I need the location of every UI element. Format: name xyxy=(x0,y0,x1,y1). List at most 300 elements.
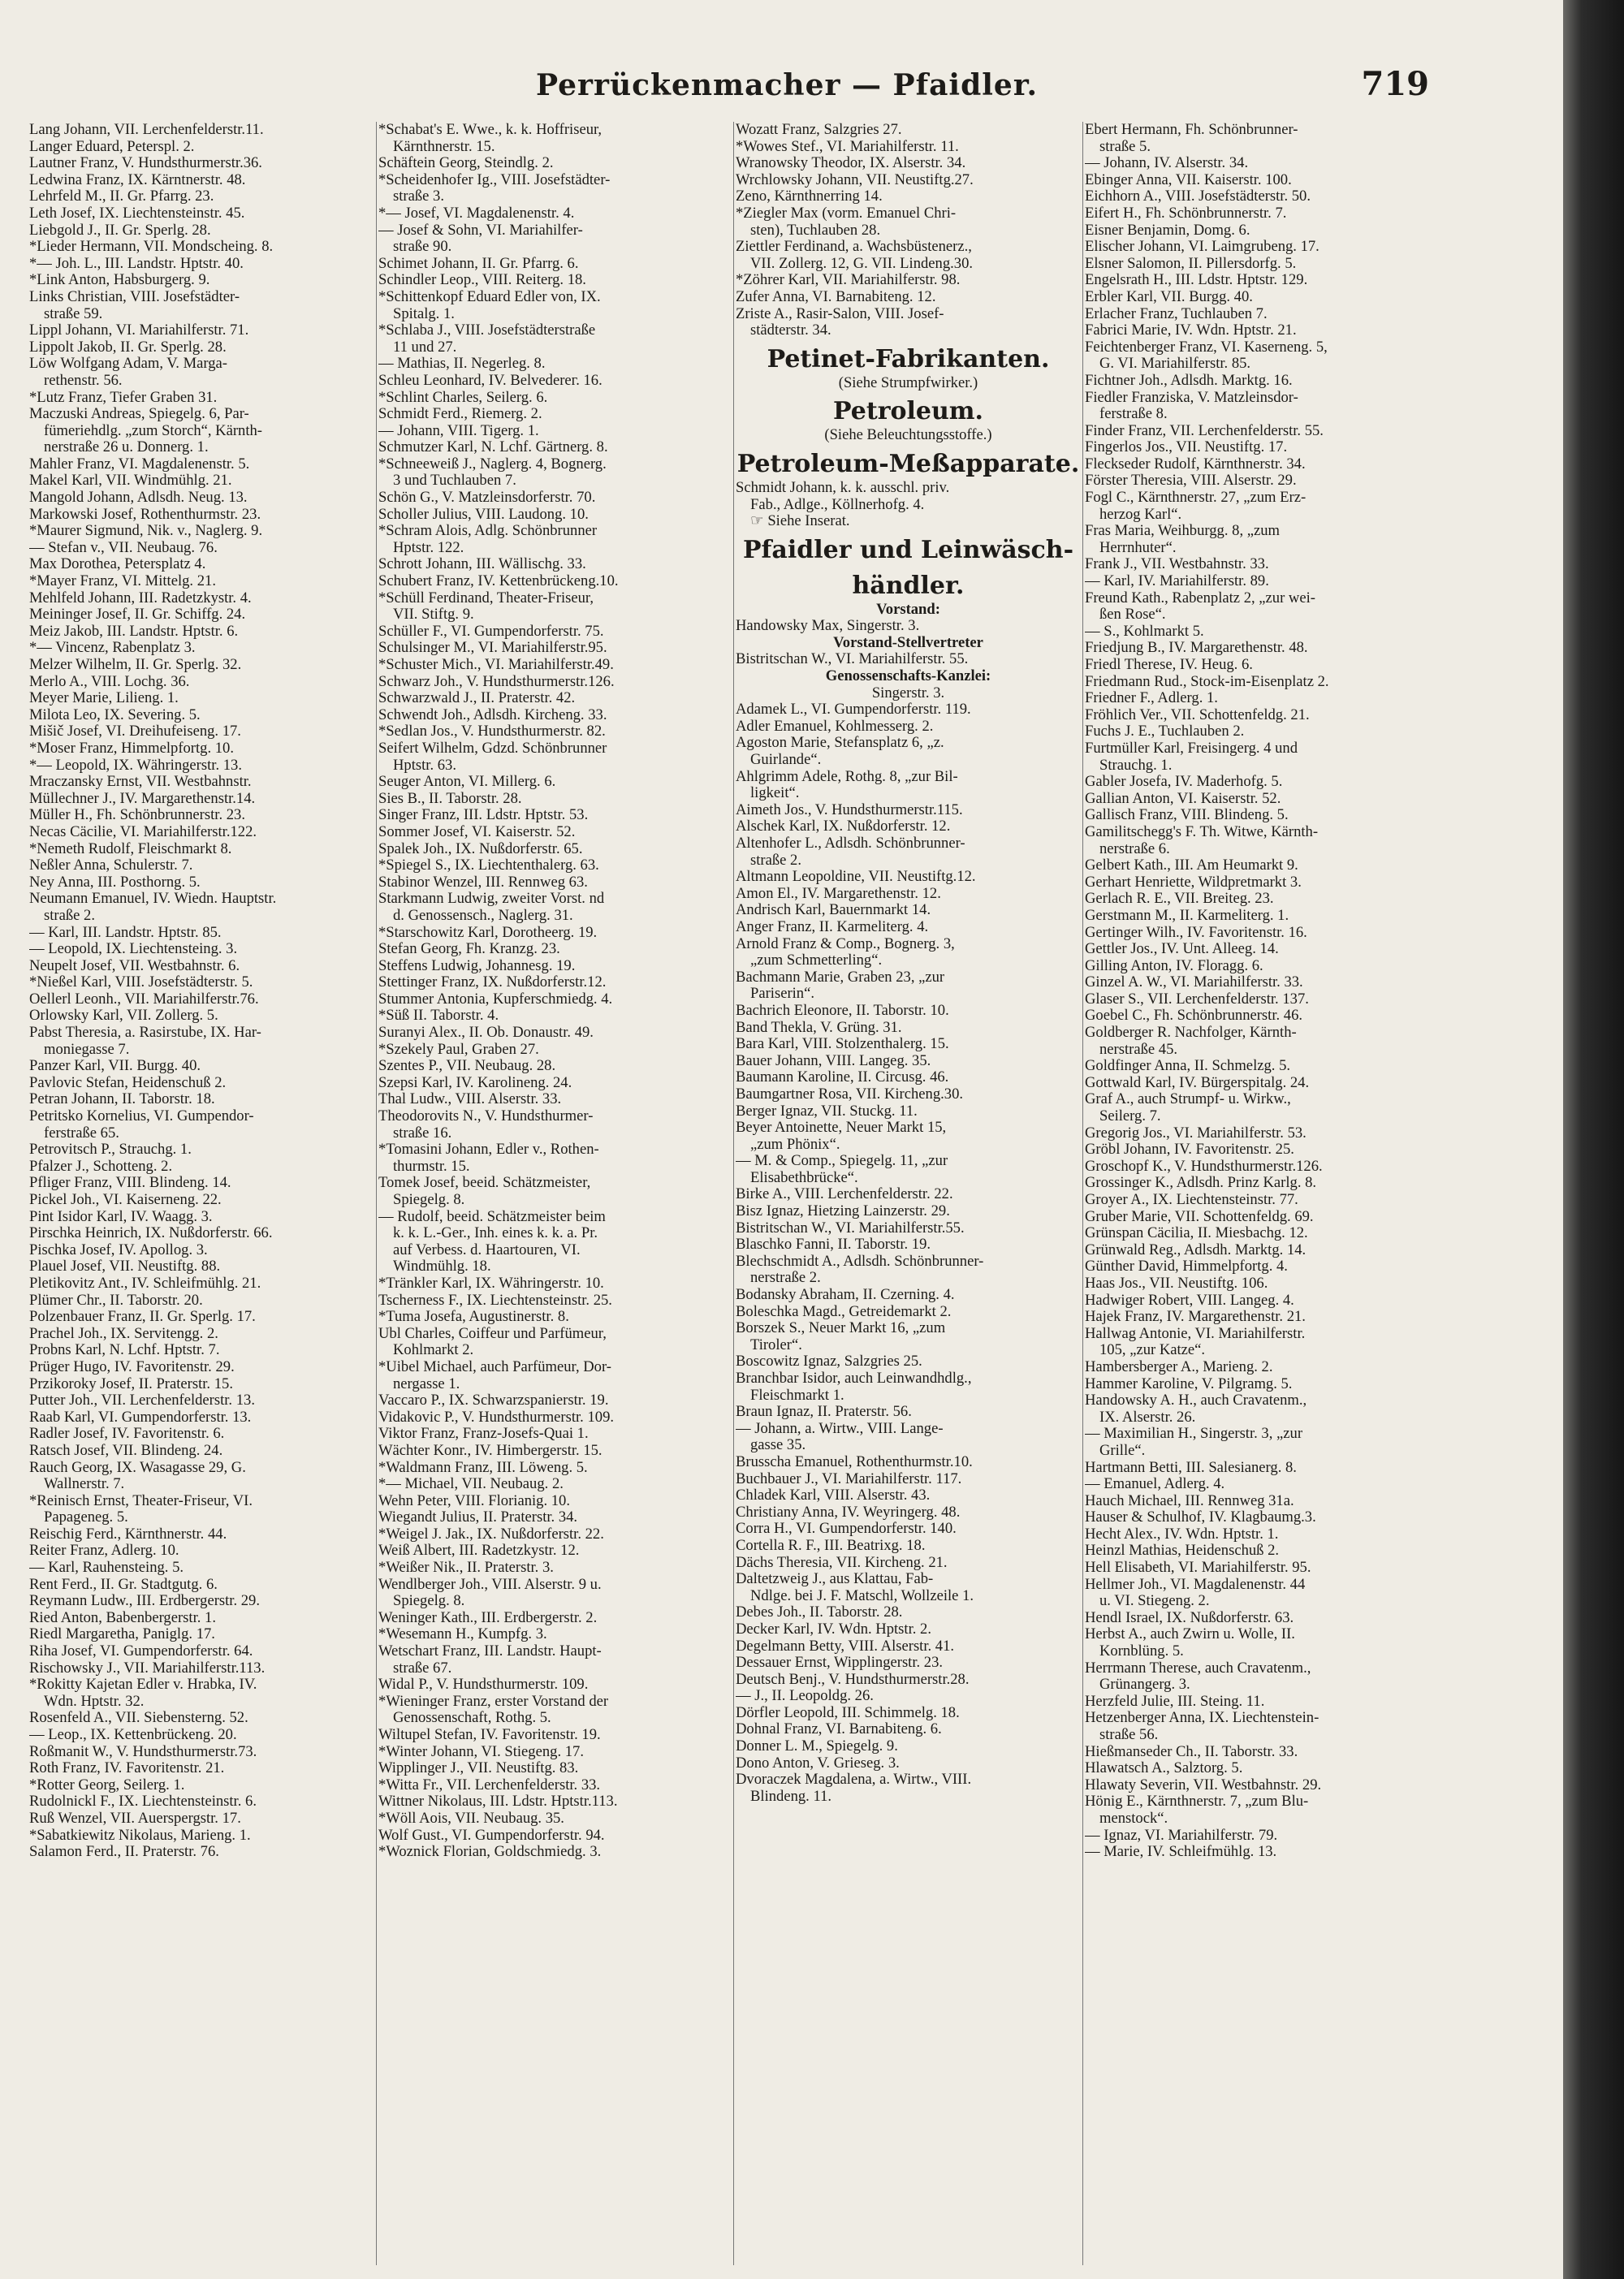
directory-entry: Petritsko Kornelius, VI. Gumpendor- xyxy=(29,1108,254,1125)
directory-entry: Daltetzweig J., aus Klattau, Fab- xyxy=(736,1571,934,1588)
directory-entry: *Weißer Nik., II. Praterstr. 3. xyxy=(378,1560,554,1577)
directory-entry: — Maximilian H., Singerstr. 3, „zur xyxy=(1085,1426,1303,1443)
directory-entry: *Nießel Karl, VIII. Josefstädterstr. 5. xyxy=(29,974,253,991)
directory-entry-continuation: ßen Rose“. xyxy=(1099,606,1166,624)
directory-entry: Debes Joh., II. Taborstr. 28. xyxy=(736,1604,903,1621)
directory-entry: Fras Maria, Weihburgg. 8, „zum xyxy=(1085,523,1281,540)
directory-entry: Goldberger R. Nachfolger, Kärnth- xyxy=(1085,1025,1297,1042)
directory-entry: Fichtner Joh., Adlsdh. Marktg. 16. xyxy=(1085,372,1293,389)
directory-entry: Melzer Wilhelm, II. Gr. Sperlg. 32. xyxy=(29,657,242,673)
directory-entry: Müllechner J., IV. Margarethenstr.14. xyxy=(29,790,256,807)
directory-entry: Herbst A., auch Zwirn u. Wolle, II. xyxy=(1085,1626,1295,1643)
directory-entry: Tomek Josef, beeid. Schätzmeister, xyxy=(378,1175,591,1192)
directory-entry: *Schittenkopf Eduard Edler von, IX. xyxy=(378,288,601,305)
directory-entry: *Wesemann H., Kumpfg. 3. xyxy=(378,1626,547,1643)
directory-entry: — Marie, IV. Schleifmühlg. 13. xyxy=(1085,1844,1277,1861)
directory-entry-continuation: ferstraße 8. xyxy=(1099,406,1168,423)
directory-entry: — Leop., IX. Kettenbrückeng. 20. xyxy=(29,1727,237,1743)
directory-entry: *— Michael, VII. Neubaug. 2. xyxy=(378,1476,564,1493)
directory-entry-continuation: Ndlge. bei J. F. Matschl, Wollzeile 1. xyxy=(750,1587,974,1604)
directory-entry: Sommer Josef, VI. Kaiserstr. 52. xyxy=(378,823,576,840)
directory-entry: — J., II. Leopoldg. 26. xyxy=(736,1688,874,1705)
directory-entry: Schmidt Ferd., Riemerg. 2. xyxy=(378,406,542,423)
directory-entry: *Schabat's E. Wwe., k. k. Hoffriseur, xyxy=(378,122,603,138)
directory-entry: Gruber Marie, VII. Schottenfeldg. 69. xyxy=(1085,1208,1314,1225)
directory-entry: Stettinger Franz, IX. Nußdorferstr.12. xyxy=(378,974,607,991)
directory-entry: Grünspan Cäcilia, II. Miesbachg. 12. xyxy=(1085,1225,1308,1242)
directory-entry: Hönig E., Kärnthnerstr. 7, „zum Blu- xyxy=(1085,1793,1309,1811)
directory-entry: Zufer Anna, VI. Barnabiteng. 12. xyxy=(736,288,936,305)
directory-entry: Gerlach R. E., VII. Breiteg. 23. xyxy=(1085,891,1274,908)
directory-entry: *Ziegler Max (vorm. Emanuel Chri- xyxy=(736,205,957,222)
directory-entry: Hlawatsch A., Salztorg. 5. xyxy=(1085,1760,1243,1777)
directory-entry: Wendlberger Joh., VIII. Alserstr. 9 u. xyxy=(378,1576,602,1593)
directory-entry: *Tränkler Karl, IX. Währingerstr. 10. xyxy=(378,1275,604,1292)
directory-entry: Bauer Johann, VIII. Langeg. 35. xyxy=(736,1052,931,1069)
directory-entry: Elischer Johann, VI. Laimgrubeng. 17. xyxy=(1085,239,1320,256)
directory-entry: Feichtenberger Franz, VI. Kaserneng. 5, xyxy=(1085,339,1328,356)
directory-entry: Hetzenberger Anna, IX. Liechtenstein- xyxy=(1085,1710,1320,1727)
directory-entry: Hauch Michael, III. Rennweg 31a. xyxy=(1085,1492,1294,1509)
directory-entry: Elsner Salomon, II. Pillersdorfg. 5. xyxy=(1085,255,1297,272)
directory-entry: Wiltupel Stefan, IV. Favoritenstr. 19. xyxy=(378,1727,601,1743)
directory-entry: Alschek Karl, IX. Nußdorferstr. 12. xyxy=(736,818,951,835)
directory-entry: Gabler Josefa, IV. Maderhofg. 5. xyxy=(1085,774,1283,791)
directory-entry: Lippl Johann, VI. Mariahilferstr. 71. xyxy=(29,322,249,339)
directory-entry: *Schuster Mich., VI. Mariahilferstr.49. xyxy=(378,657,614,673)
directory-entry: *Witta Fr., VII. Lerchenfelderstr. 33. xyxy=(378,1776,601,1793)
directory-entry: Scholler Julius, VIII. Laudong. 10. xyxy=(378,506,589,523)
directory-entry: Ebert Hermann, Fh. Schönbrunner- xyxy=(1085,122,1298,138)
section-heading: Pfaidler und Leinwäsch- xyxy=(742,535,1074,564)
directory-entry: *Uibel Michael, auch Parfümeur, Dor- xyxy=(378,1358,611,1375)
directory-entry: Fröhlich Ver., VII. Schottenfeldg. 21. xyxy=(1085,706,1310,723)
directory-entry: Band Thekla, V. Grüng. 31. xyxy=(736,1019,902,1036)
directory-entry: Leth Josef, IX. Liechtensteinstr. 45. xyxy=(29,205,245,222)
directory-entry: Reymann Ludw., III. Erdbergerstr. 29. xyxy=(29,1593,260,1610)
directory-entry: Hadwiger Robert, VIII. Langeg. 4. xyxy=(1085,1292,1294,1309)
directory-entry: Rosenfeld A., VII. Siebensterng. 52. xyxy=(29,1710,248,1727)
directory-entry-continuation: k. k. L.-Ger., Inh. eines k. k. a. Pr. xyxy=(393,1225,598,1242)
directory-entry: Schrott Johann, III. Wällischg. 33. xyxy=(378,556,586,573)
directory-entry-continuation: Spitalg. 1. xyxy=(393,305,455,322)
directory-entry: Fabrici Marie, IV. Wdn. Hptstr. 21. xyxy=(1085,322,1297,339)
directory-entry-continuation: städterstr. 34. xyxy=(750,322,831,339)
directory-entry: Gelbert Kath., III. Am Heumarkt 9. xyxy=(1085,857,1298,874)
directory-entry: Decker Karl, IV. Wdn. Hptstr. 2. xyxy=(736,1621,931,1638)
directory-entry: Dächs Theresia, VII. Kircheng. 21. xyxy=(736,1554,948,1571)
directory-entry: Bistritschan W., VI. Mariahilferstr. 55. xyxy=(736,651,969,668)
directory-entry: Meininger Josef, II. Gr. Schiffg. 24. xyxy=(29,606,246,624)
directory-entry: Theodorovits N., V. Hundsthurmer- xyxy=(378,1108,594,1125)
directory-entry: *Waldmann Franz, III. Löweng. 5. xyxy=(378,1459,588,1476)
directory-entry: Friedmann Rud., Stock-im-Eisenplatz 2. xyxy=(1085,673,1329,690)
subheading: Vorstand-Stellvertreter xyxy=(833,633,983,651)
subheading: Genossenschafts-Kanzlei: xyxy=(825,667,991,685)
directory-entry: Birke A., VIII. Lerchenfelderstr. 22. xyxy=(736,1186,953,1203)
directory-entry: Plauel Josef, VII. Neustiftg. 88. xyxy=(29,1258,221,1275)
directory-entry: Prüger Hugo, IV. Favoritenstr. 29. xyxy=(29,1358,235,1375)
directory-entry: Degelmann Betty, VIII. Alserstr. 41. xyxy=(736,1638,955,1655)
directory-entry: Schleu Leonhard, IV. Belvederег. 16. xyxy=(378,372,603,389)
directory-entry-continuation: straße 90. xyxy=(393,239,452,256)
directory-entry: Vidakovic P., V. Hundsthurmerstr. 109. xyxy=(378,1409,615,1426)
directory-entry-continuation: nerstraße 2. xyxy=(750,1270,821,1287)
directory-entry: Altenhofer L., Adlsdh. Schönbrunner- xyxy=(736,835,965,852)
directory-entry: Herrmann Therese, auch Cravatenm., xyxy=(1085,1660,1311,1677)
directory-entry-continuation: G. VI. Mariahilferstr. 85. xyxy=(1099,356,1251,373)
directory-entry: — Emanuel, Adlerg. 4. xyxy=(1085,1476,1225,1493)
directory-entry: *Sabatkiewitz Nikolaus, Marieng. 1. xyxy=(29,1827,251,1844)
directory-columns xyxy=(29,122,1426,2265)
directory-entry: Seuger Anton, VI. Millerg. 6. xyxy=(378,774,556,791)
directory-entry: Groyer A., IX. Liechtensteinstr. 77. xyxy=(1085,1192,1298,1208)
directory-entry: Erlacher Franz, Tuchlauben 7. xyxy=(1085,305,1268,322)
directory-entry: Braun Ignaz, II. Praterstr. 56. xyxy=(736,1404,912,1421)
directory-entry: Goebel C., Fh. Schönbrunnerstr. 46. xyxy=(1085,1008,1303,1025)
directory-entry-continuation: Hptstr. 122. xyxy=(393,539,464,556)
directory-entry-continuation: 105, „zur Katze“. xyxy=(1099,1342,1206,1359)
directory-entry: Dono Anton, V. Grieseg. 3. xyxy=(736,1755,900,1772)
directory-entry-continuation: straße 5. xyxy=(1099,138,1151,155)
directory-entry: *Winter Johann, VI. Stiegeng. 17. xyxy=(378,1743,584,1760)
directory-entry: Fogl C., Kärnthnerstr. 27, „zum Erz- xyxy=(1085,490,1307,507)
directory-entry: Mahler Franz, VI. Magdalenenstr. 5. xyxy=(29,455,250,473)
directory-entry: — Johann, IV. Alserstr. 34. xyxy=(1085,155,1249,172)
directory-entry: Müller H., Fh. Schönbrunnerstr. 23. xyxy=(29,807,245,824)
directory-entry: *Moser Franz, Himmelpfortg. 10. xyxy=(29,740,235,757)
directory-entry: Roth Franz, IV. Favoritenstr. 21. xyxy=(29,1760,225,1777)
directory-entry: Wozatt Franz, Salzgries 27. xyxy=(736,122,902,138)
directory-entry: — Mathias, II. Negerleg. 8. xyxy=(378,356,546,373)
directory-entry-continuation: straße 56. xyxy=(1099,1727,1159,1743)
directory-entry: Stefan Georg, Fh. Kranzg. 23. xyxy=(378,941,560,958)
directory-entry: Vaccaro P., IX. Schwarzspanierstr. 19. xyxy=(378,1392,609,1409)
directory-entry: Wranowsky Theodor, IX. Alserstr. 34. xyxy=(736,155,966,172)
directory-entry: Probns Karl, N. Lchf. Hptstr. 7. xyxy=(29,1342,220,1359)
directory-entry: Dörfler Leopold, III. Schimmelg. 18. xyxy=(736,1704,960,1721)
directory-entry: — Karl, III. Landstr. Hptstr. 85. xyxy=(29,924,222,941)
section-heading: händler. xyxy=(852,571,965,600)
directory-entry: Agoston Marie, Stefansplatz 6, „z. xyxy=(736,735,944,752)
directory-entry: *Sedlan Jos., V. Hundsthurmerstr. 82. xyxy=(378,723,606,740)
directory-entry: Bistritschan W., VI. Mariahilferstr.55. xyxy=(736,1219,965,1237)
directory-entry: Fingerlos Jos., VII. Neustiftg. 17. xyxy=(1085,439,1288,456)
directory-entry: *Starschowitz Karl, Dorotheerg. 19. xyxy=(378,924,598,941)
directory-entry: *Spiegel S., IX. Liechtenthalerg. 63. xyxy=(378,857,599,874)
page-title: Perrückenmacher — Pfaidler. xyxy=(536,68,1039,102)
directory-entry: Hellmer Joh., VI. Magdalenenstr. 44 xyxy=(1085,1576,1306,1593)
directory-entry: Zriste A., Rasir-Salon, VIII. Josef- xyxy=(736,305,944,322)
directory-entry: Hendl Israel, IX. Nußdorferstr. 63. xyxy=(1085,1609,1294,1626)
directory-entry-continuation: straße 16. xyxy=(393,1124,452,1142)
directory-entry: Wehn Peter, VIII. Florianig. 10. xyxy=(378,1492,570,1509)
directory-entry: Widal P., V. Hundsthurmerstr. 109. xyxy=(378,1677,589,1694)
directory-entry: Herzfeld Julie, III. Steing. 11. xyxy=(1085,1693,1265,1710)
directory-entry: Meiz Jakob, III. Landstr. Hptstr. 6. xyxy=(29,623,239,640)
directory-entry: Putter Joh., VII. Lerchenfelderstr. 13. xyxy=(29,1392,255,1409)
page-number: 719 xyxy=(1361,65,1429,103)
directory-entry: Boscowitz Ignaz, Salzgries 25. xyxy=(736,1353,922,1370)
directory-entry: *Lutz Franz, Tiefer Graben 31. xyxy=(29,389,218,406)
directory-entry: Heinzl Mathias, Heidenschuß 2. xyxy=(1085,1543,1280,1560)
directory-entry: Graf A., auch Strumpf- u. Wirkw., xyxy=(1085,1091,1291,1108)
directory-entry-continuation: ligkeit“. xyxy=(750,785,800,802)
directory-entry: Schäftein Georg, Steindlg. 2. xyxy=(378,155,554,172)
directory-entry: Makel Karl, VII. Windmühlg. 21. xyxy=(29,473,232,490)
directory-entry-continuation: Tiroler“. xyxy=(750,1336,802,1353)
directory-entry: Przikoroky Josef, II. Praterstr. 15. xyxy=(29,1375,233,1392)
directory-entry: Zeno, Kärnthnerring 14. xyxy=(736,188,883,205)
directory-entry: Bodansky Abraham, II. Czerning. 4. xyxy=(736,1287,955,1304)
directory-entry: Deutsch Benj., V. Hundsthurmerstr.28. xyxy=(736,1671,970,1688)
directory-entry: *— Leopold, IX. Währingerstr. 13. xyxy=(29,757,242,774)
directory-entry: Gerhart Henriette, Wildpretmarkt 3. xyxy=(1085,874,1302,891)
directory-entry: Friedner F., Adlerg. 1. xyxy=(1085,690,1218,707)
directory-entry: Gröbl Johann, IV. Favoritenstr. 25. xyxy=(1085,1142,1294,1159)
directory-entry-continuation: nerstraße 45. xyxy=(1099,1041,1178,1058)
directory-entry-continuation: „zum Phönix“. xyxy=(750,1136,840,1153)
directory-entry-continuation: nerstraße 26 u. Donnerg. 1. xyxy=(44,439,209,456)
directory-entry: Adamek L., VI. Gumpendorferstr. 119. xyxy=(736,701,971,719)
directory-entry: Panzer Karl, VII. Burgg. 40. xyxy=(29,1058,201,1075)
directory-entry: Stummer Antonia, Kupferschmiedg. 4. xyxy=(378,991,613,1008)
directory-entry: Löw Wolfgang Adam, V. Marga- xyxy=(29,356,227,373)
directory-entry-continuation: u. VI. Stiegeng. 2. xyxy=(1099,1593,1210,1610)
directory-entry: Orlowsky Karl, VII. Zollerg. 5. xyxy=(29,1008,218,1025)
directory-entry: — Johann, VIII. Tigerg. 1. xyxy=(378,422,539,439)
directory-entry: *Süß II. Taborstr. 4. xyxy=(378,1008,499,1025)
directory-entry: *Schlint Charles, Seilerg. 6. xyxy=(378,389,548,406)
directory-entry: Cortella R. F., III. Beatrixg. 18. xyxy=(736,1537,926,1554)
directory-entry: Wiegandt Julius, II. Praterstr. 34. xyxy=(378,1509,578,1526)
directory-entry: Grünwald Reg., Adlsdh. Marktg. 14. xyxy=(1085,1241,1307,1258)
directory-entry: Thal Ludw., VIII. Alserstr. 33. xyxy=(378,1091,562,1108)
directory-entry: Schüller F., VI. Gumpendorferstr. 75. xyxy=(378,623,604,640)
directory-entry-continuation: straße 2. xyxy=(750,852,801,869)
directory-entry: Gregorig Jos., VI. Mariahilferstr. 53. xyxy=(1085,1124,1307,1142)
directory-entry: Sies B., II. Taborstr. 28. xyxy=(378,790,522,807)
directory-entry: Riha Josef, VI. Gumpendorferstr. 64. xyxy=(29,1643,253,1660)
directory-entry: Beyer Antoinette, Neuer Markt 15, xyxy=(736,1120,947,1137)
directory-entry: Schmidt Johann, k. k. ausschl. priv. xyxy=(736,479,950,496)
directory-entry: Singer Franz, III. Ldstr. Hptstr. 53. xyxy=(378,807,589,824)
directory-entry: *Rokitty Kajetan Edler v. Hrabka, IV. xyxy=(29,1677,257,1694)
directory-entry: Blechschmidt A., Adlsdh. Schönbrunner- xyxy=(736,1253,984,1270)
directory-entry: Hartmann Betti, III. Salesianerg. 8. xyxy=(1085,1459,1297,1476)
directory-entry: Aimeth Jos., V. Hundsthurmerstr.115. xyxy=(736,801,963,818)
directory-entry: Reiter Franz, Adlerg. 10. xyxy=(29,1543,179,1560)
directory-entry: Mišič Josef, VI. Dreihufeiseng. 17. xyxy=(29,723,241,740)
directory-entry: Gottwald Karl, IV. Bürgerspitalg. 24. xyxy=(1085,1074,1310,1091)
directory-entry-continuation: VII. Stiftg. 9. xyxy=(393,606,474,624)
directory-entry-continuation: ☞ Siehe Inserat. xyxy=(750,513,850,530)
column-4 xyxy=(1085,122,1426,2265)
directory-entry: Meyer Marie, Lilieng. 1. xyxy=(29,690,179,707)
directory-entry: Schön G., V. Matzleinsdorferstr. 70. xyxy=(378,490,596,507)
directory-entry: — Karl, IV. Mariahilferstr. 89. xyxy=(1085,573,1269,590)
directory-entry: Maczuski Andreas, Spiegelg. 6, Par- xyxy=(29,406,249,423)
directory-entry: — Rudolf, beeid. Schätzmeister beim xyxy=(378,1208,606,1225)
directory-entry: Viktor Franz, Franz-Josefs-Quai 1. xyxy=(378,1426,589,1443)
directory-entry: Schwendt Joh., Adlsdh. Kircheng. 33. xyxy=(378,706,607,723)
directory-entry: Polzenbauer Franz, II. Gr. Sperlg. 17. xyxy=(29,1309,256,1326)
directory-entry: Blaschko Fanni, II. Taborstr. 19. xyxy=(736,1237,931,1254)
directory-entry: Adler Emanuel, Kohlmesserg. 2. xyxy=(736,718,934,735)
directory-entry: — Leopold, IX. Liechtensteing. 3. xyxy=(29,941,238,958)
directory-entry: *— Josef, VI. Magdalenenstr. 4. xyxy=(378,205,575,222)
directory-entry: Pickel Joh., VI. Kaiserneng. 22. xyxy=(29,1192,222,1208)
directory-entry-continuation: Grille“. xyxy=(1099,1442,1146,1459)
directory-entry-continuation: menstock“. xyxy=(1099,1810,1168,1827)
directory-entry: Rudolnickl F., IX. Liechtensteinstr. 6. xyxy=(29,1793,257,1811)
directory-entry: Weiß Albert, III. Radetzkystr. 12. xyxy=(378,1543,580,1560)
directory-entry: Hecht Alex., IV. Wdn. Hptstr. 1. xyxy=(1085,1526,1279,1543)
directory-entry: Wolf Gust., VI. Gumpendorferstr. 94. xyxy=(378,1827,605,1844)
directory-entry: Salamon Ferd., II. Praterstr. 76. xyxy=(29,1844,219,1861)
directory-entry-continuation: rethenstr. 56. xyxy=(44,372,123,389)
directory-entry: Stabinor Wenzel, III. Rennweg 63. xyxy=(378,874,588,891)
directory-entry: — Karl, Rauhensteing. 5. xyxy=(29,1560,184,1577)
see-also-note: Singerstr. 3. xyxy=(871,684,945,701)
directory-entry: Pint Isidor Karl, IV. Waagg. 3. xyxy=(29,1208,213,1225)
directory-entry: Bara Karl, VIII. Stolzenthalerg. 15. xyxy=(736,1036,949,1053)
page-header xyxy=(32,65,1429,114)
directory-entry: Steffens Ludwig, Johannesg. 19. xyxy=(378,957,576,974)
directory-entry: *Schlaba J., VIII. Josefstädterstraße xyxy=(378,322,596,339)
directory-entry-continuation: straße 67. xyxy=(393,1660,452,1677)
directory-entry-continuation: Seilerg. 7. xyxy=(1099,1108,1161,1125)
directory-entry: Berger Ignaz, VII. Stuckg. 11. xyxy=(736,1103,918,1120)
directory-entry: Eisner Benjamin, Domg. 6. xyxy=(1085,222,1250,239)
directory-entry: Riedl Margaretha, Paniglg. 17. xyxy=(29,1626,215,1643)
directory-entry-continuation: Kärnthnerstr. 15. xyxy=(393,138,495,155)
directory-entry: Handowsky Max, Singerstr. 3. xyxy=(736,618,920,635)
directory-entry-continuation: straße 2. xyxy=(44,907,95,924)
directory-entry: Lehrfeld M., II. Gr. Pfarrg. 23. xyxy=(29,188,214,205)
directory-entry: — Ignaz, VI. Mariahilferstr. 79. xyxy=(1085,1827,1278,1844)
directory-entry: — Johann, a. Wirtw., VIII. Lange- xyxy=(736,1420,944,1437)
directory-entry-continuation: „zum Schmetterling“. xyxy=(750,952,883,969)
directory-entry: Schimet Johann, II. Gr. Pfarrg. 6. xyxy=(378,255,579,272)
directory-entry-continuation: Elisabethbrücke“. xyxy=(750,1169,858,1186)
directory-entry: Schwarzwald J., II. Praterstr. 42. xyxy=(378,690,576,707)
directory-entry: Grossinger K., Adlsdh. Prinz Karlg. 8. xyxy=(1085,1175,1317,1192)
directory-entry-continuation: straße 3. xyxy=(393,188,444,205)
directory-entry: Hlawaty Severin, VII. Westbahnstr. 29. xyxy=(1085,1776,1322,1793)
directory-entry: — Josef & Sohn, VI. Mariahilfer- xyxy=(378,222,583,239)
directory-entry: Hell Elisabeth, VI. Mariahilferstr. 95. xyxy=(1085,1560,1311,1577)
directory-entry: *Tuma Josefa, Augustinerstr. 8. xyxy=(378,1309,569,1326)
directory-entry-continuation: Papageneg. 5. xyxy=(44,1509,128,1526)
directory-entry-continuation: IX. Alserstr. 26. xyxy=(1099,1409,1196,1426)
directory-entry-continuation: ferstraße 65. xyxy=(44,1124,119,1142)
directory-entry-continuation: nerstraße 6. xyxy=(1099,840,1170,857)
directory-entry: Fuchs J. E., Tuchlauben 2. xyxy=(1085,723,1245,740)
directory-entry: Seifert Wilhelm, Gdzd. Schönbrunner xyxy=(378,740,607,757)
directory-entry: Oellerl Leonh., VII. Mariahilferstr.76. xyxy=(29,991,259,1008)
directory-entry: Hammer Karoline, V. Pilgramg. 5. xyxy=(1085,1375,1293,1392)
section-heading: Petroleum-Meßapparate. xyxy=(736,449,1080,478)
directory-entry: Liebgold J., II. Gr. Sperlg. 28. xyxy=(29,222,211,239)
directory-entry: Gerstmann M., II. Karmeliterg. 1. xyxy=(1085,907,1289,924)
directory-entry: Corra H., VI. Gumpendorferstr. 140. xyxy=(736,1521,957,1538)
directory-entry: Wrchlowsky Johann, VII. Neustiftg.27. xyxy=(736,171,974,188)
directory-entry: Ratsch Josef, VII. Blindeng. 24. xyxy=(29,1442,223,1459)
directory-entry: Ney Anna, III. Posthorng. 5. xyxy=(29,874,201,891)
directory-entry: Altmann Leopoldine, VII. Neustiftg.12. xyxy=(736,869,976,886)
directory-entry: Baumann Karoline, II. Circusg. 46. xyxy=(736,1069,949,1086)
directory-entry-continuation: d. Genossensch., Naglerg. 31. xyxy=(393,907,573,924)
directory-entry: Schulsinger M., VI. Mariahilferstr.95. xyxy=(378,640,607,657)
directory-entry: Furtmüller Karl, Freisingerg. 4 und xyxy=(1085,740,1298,757)
directory-entry-continuation: Wdn. Hptstr. 32. xyxy=(44,1693,145,1710)
directory-entry: — M. & Comp., Spiegelg. 11, „zur xyxy=(736,1153,948,1170)
directory-entry-continuation: Kornblüng. 5. xyxy=(1099,1643,1184,1660)
directory-entry: Handowsky A. H., auch Cravatenm., xyxy=(1085,1392,1307,1409)
directory-entry: Brusscha Emanuel, Rothenthurmstr.10. xyxy=(736,1453,973,1470)
directory-entry: Weninger Kath., III. Erdbergerstr. 2. xyxy=(378,1609,598,1626)
column-divider xyxy=(733,122,734,2265)
directory-entry: Schmutzer Karl, N. Lchf. Gärtnerg. 8. xyxy=(378,439,608,456)
directory-entry: Finder Franz, VII. Lerchenfelderstr. 55. xyxy=(1085,422,1324,439)
directory-entry: Ebinger Anna, VII. Kaiserstr. 100. xyxy=(1085,171,1292,188)
directory-entry-continuation: Fleischmarkt 1. xyxy=(750,1387,844,1404)
directory-entry: Langer Eduard, Peterspl. 2. xyxy=(29,138,195,155)
directory-entry-continuation: Strauchg. 1. xyxy=(1099,757,1173,774)
directory-entry: *Wowes Stef., VI. Mariahilferstr. 11. xyxy=(736,138,959,155)
directory-entry: Glaser S., VII. Lerchenfelderstr. 137. xyxy=(1085,991,1309,1008)
directory-entry-continuation: auf Verbess. d. Haartouren, VI. xyxy=(393,1241,581,1258)
directory-entry: Pavlovic Stefan, Heidenschuß 2. xyxy=(29,1074,227,1091)
directory-entry: Bachrich Eleonore, II. Taborstr. 10. xyxy=(736,1002,949,1019)
directory-entry: *Szekely Paul, Graben 27. xyxy=(378,1041,539,1058)
directory-entry-continuation: Herrnhuter“. xyxy=(1099,539,1177,556)
directory-entry: *Lieder Hermann, VII. Mondscheing. 8. xyxy=(29,239,274,256)
directory-entry: — S., Kohlmarkt 5. xyxy=(1085,623,1204,640)
directory-entry-continuation: VII. Zollerg. 12, G. VII. Lindeng.30. xyxy=(750,255,974,272)
directory-entry: Schwarz Joh., V. Hundsthurmerstr.126. xyxy=(378,673,615,690)
column-3 xyxy=(736,122,1081,2265)
directory-entry: Freund Kath., Rabenplatz 2, „zur wei- xyxy=(1085,589,1315,606)
see-also-note: (Siehe Beleuchtungsstoffe.) xyxy=(824,426,992,444)
directory-entry: Ledwina Franz, IX. Kärntnerstr. 48. xyxy=(29,171,246,188)
directory-entry: Branchbar Isidor, auch Leinwandhdlg., xyxy=(736,1370,972,1387)
directory-entry: Lippolt Jakob, II. Gr. Sperlg. 28. xyxy=(29,339,227,356)
directory-entry: Gilling Anton, IV. Floragg. 6. xyxy=(1085,957,1263,974)
directory-entry: Markowski Josef, Rothenthurmstr. 23. xyxy=(29,506,261,523)
directory-entry-continuation: Hptstr. 63. xyxy=(393,757,456,774)
directory-entry: Szepsi Karl, IV. Karolineng. 24. xyxy=(378,1074,572,1091)
directory-entry: Friedl Therese, IV. Heug. 6. xyxy=(1085,657,1253,673)
directory-entry: Prachel Joh., IX. Servitengg. 2. xyxy=(29,1325,218,1342)
directory-entry-continuation: moniegasse 7. xyxy=(44,1041,130,1058)
directory-entry: *Zöhrer Karl, VII. Mariahilferstr. 98. xyxy=(736,272,961,289)
directory-entry: Buchbauer J., VI. Mariahilferstr. 117. xyxy=(736,1470,962,1487)
directory-entry: *Schneeweiß J., Naglerg. 4, Bognerg. xyxy=(378,455,607,473)
directory-entry: Szentes P., VII. Neubaug. 28. xyxy=(378,1058,556,1075)
directory-entry: Christiany Anna, IV. Weyringerg. 48. xyxy=(736,1504,961,1521)
directory-entry-continuation: gasse 35. xyxy=(750,1437,806,1454)
directory-entry: Ubl Charles, Coiffeur und Parfümeur, xyxy=(378,1325,607,1342)
directory-entry: Amon El., IV. Margarethenstr. 12. xyxy=(736,885,941,902)
directory-entry: *Nemeth Rudolf, Fleischmarkt 8. xyxy=(29,840,232,857)
directory-entry-continuation: Pariserin“. xyxy=(750,986,814,1003)
directory-entry-continuation: 11 und 27. xyxy=(393,339,457,356)
directory-entry: Eichhorn A., VIII. Josefstädterstr. 50. xyxy=(1085,188,1311,205)
directory-entry: Rent Ferd., II. Gr. Stadtgutg. 6. xyxy=(29,1576,218,1593)
directory-entry: Haas Jos., VII. Neustiftg. 106. xyxy=(1085,1275,1268,1292)
